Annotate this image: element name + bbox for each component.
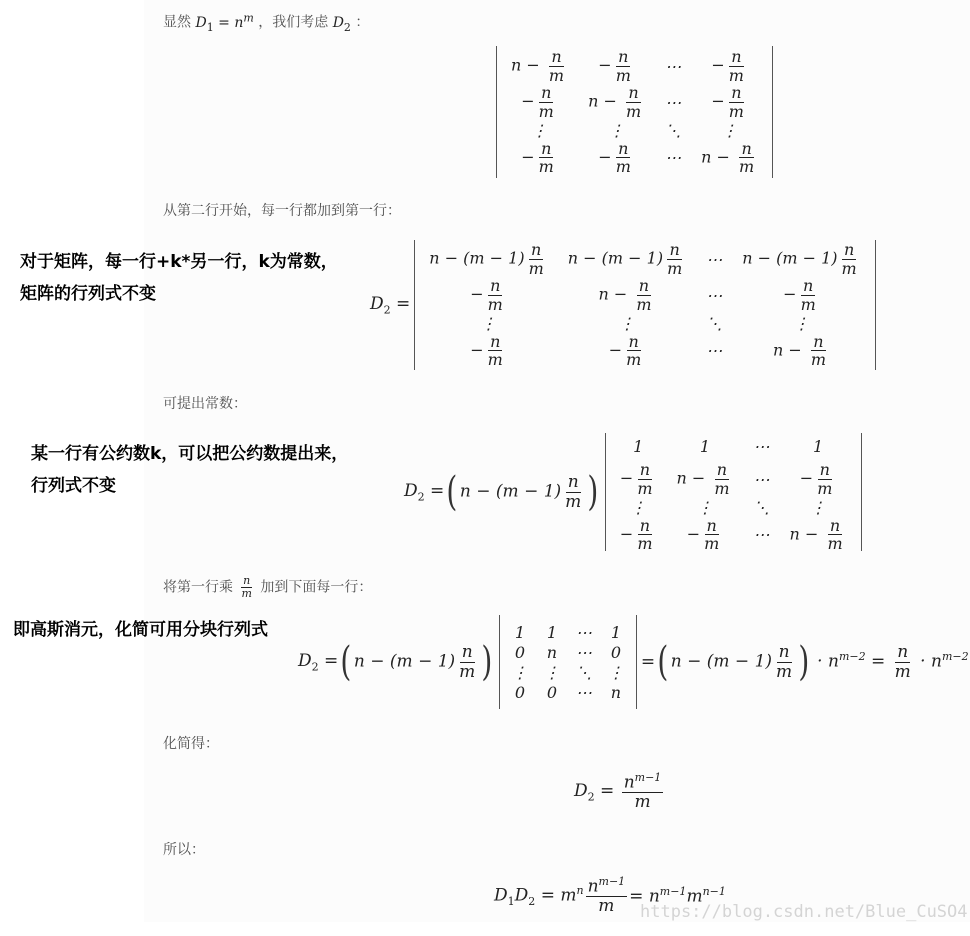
left-paren: ( — [340, 639, 352, 685]
equation-det2 — [370, 240, 880, 370]
right-paren: ) — [798, 639, 810, 685]
factor: n − (m − 1) $\frac{n}{m}$ — [459, 471, 582, 512]
paragraph-extract-constant: 可提出常数： — [163, 396, 247, 412]
product: $D_1D_2 = m^n$ — [494, 883, 584, 909]
annotation-line: 对于矩阵，每一行+k*另一行，k为常数， — [20, 252, 338, 272]
fraction: $\frac{n^{m-1}}{m}$ — [623, 771, 662, 813]
result: = $n^{m-1}m^{n-1}$ — [629, 885, 726, 907]
text: 加到下面每一行： — [260, 579, 373, 596]
determinant: n − $\frac{n}{m}$ − $\frac{n}{m}$ ⋯ − $\frac{n}{m}$ − $\frac{n}{m}$ n − $\frac{n}{m}$ ⋯ − $\frac{n}{m}$ ⋮ ⋮ ⋱ ⋮ − $\frac{n}{m}$ − $\frac{n}{m}$ ⋯ n − $\frac{n}{m}$ — [496, 46, 773, 178]
left-paren: ( — [446, 469, 458, 515]
text: 将第一行乘 — [163, 579, 233, 596]
equation-det4 — [298, 615, 969, 709]
lhs-d2: $D_2$ = — [574, 780, 615, 804]
factor: n − (m − 1) $\frac{n}{m}$ — [353, 641, 476, 682]
text: 显然 — [163, 14, 191, 31]
paragraph-add-rows: 从第二行开始，每一行都加到第一行： — [163, 203, 401, 219]
lhs-d2: $D_2$ = — [404, 480, 445, 504]
annotation-line: 矩阵的行列式不变 — [20, 284, 156, 304]
determinant: 1 1 ⋯ 1 0 n ⋯ 0 ⋮ ⋮ ⋱ ⋮ 0 0 ⋯ n — [499, 615, 637, 709]
lhs-d2: $D_2$ = — [298, 650, 339, 674]
paragraph-simplify: 化简得： — [163, 736, 219, 752]
paragraph-therefore: 所以： — [163, 842, 205, 858]
annotation-gaussian-elimination: 即高斯消元，化简可用分块行列式 — [13, 620, 268, 640]
math-d2: $D_2$ — [332, 14, 351, 34]
determinant: 1 1 ⋯ 1 − $\frac{n}{m}$ n − $\frac{n}{m}$ ⋯ − $\frac{n}{m}$ ⋮ ⋮ ⋱ ⋮ − $\frac{n}{m}$ − $\frac{n}{m}$ ⋯ n − $\frac{n}{m}$ — [605, 433, 862, 551]
power-term: · $n^{m-2}$ = $\frac{n}{m}$ · $n^{m-2}$ — [811, 641, 969, 682]
equation-det1 — [492, 46, 777, 178]
equals: = — [640, 652, 656, 672]
annotation-row-addition — [20, 246, 338, 310]
text: ： — [355, 14, 370, 31]
right-paren: ) — [587, 469, 599, 515]
equation-det3 — [404, 433, 866, 554]
watermark: https://blog.csdn.net/Blue_CuSO4 — [640, 902, 968, 922]
annotation-line: 行列式不变 — [31, 476, 116, 496]
fraction: $\frac{n^{m-1}}{m}$ — [587, 875, 626, 917]
math-d1-eq-nm: $D_1 = n^m$ — [195, 11, 254, 34]
annotation-line: 某一行有公约数k，可以把公约数提出来， — [31, 444, 349, 464]
lhs-d2: $D_2$ = — [370, 293, 411, 317]
factor: n − (m − 1) $\frac{n}{m}$ — [670, 641, 793, 682]
left-paren: ( — [657, 639, 669, 685]
text: ，我们考虑 — [258, 14, 329, 31]
paragraph-intro — [163, 8, 369, 37]
annotation-common-factor — [31, 438, 348, 502]
equation-simplified — [574, 772, 665, 812]
fraction-n-over-m — [239, 575, 253, 600]
right-paren: ) — [481, 639, 493, 685]
denominator: m — [241, 587, 252, 601]
numerator: n — [243, 574, 251, 587]
paragraph-multiply-first-row — [163, 575, 372, 600]
determinant: n − (m − 1) $\frac{n}{m}$ n − (m − 1) $\frac{n}{m}$ ⋯ n − (m − 1) $\frac{n}{m}$ − $\frac{n}{m}$ n − $\frac{n}{m}$ ⋯ − $\frac{n}{m}$ ⋮ ⋮ ⋱ ⋮ − $\frac{n}{m}$ − $\frac{n}{m}$ ⋯ n − $\frac{n}{m}$ — [414, 240, 875, 370]
